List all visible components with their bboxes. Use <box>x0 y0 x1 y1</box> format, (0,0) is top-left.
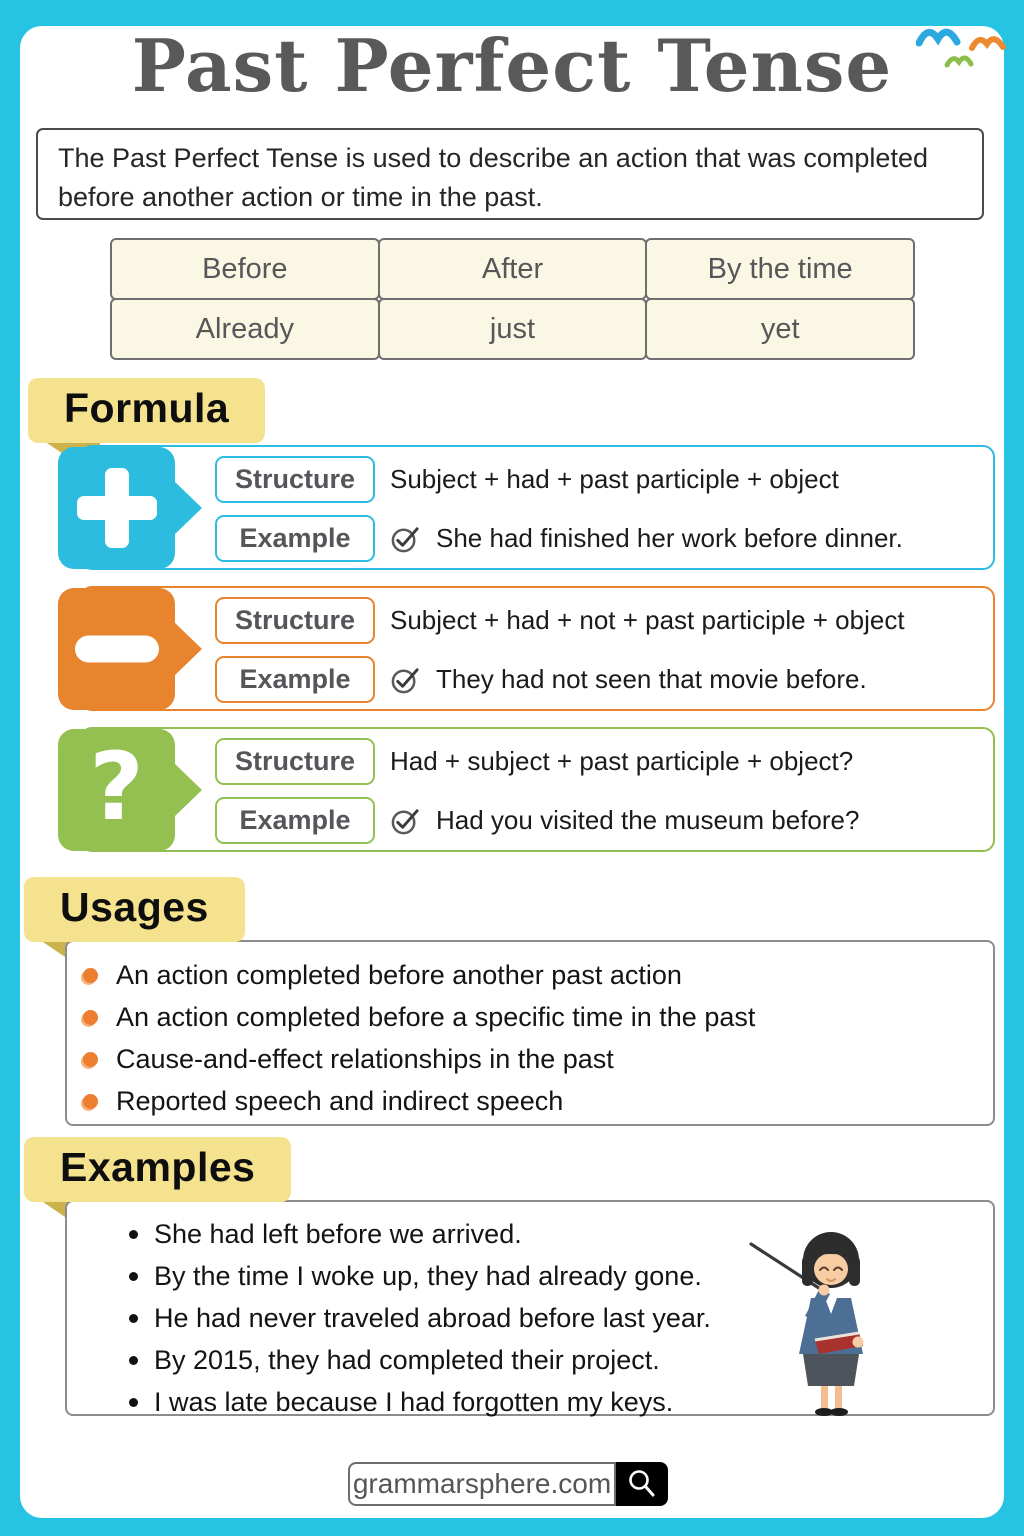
bullet-icon <box>129 1398 138 1407</box>
formula-row-affirmative <box>80 445 995 570</box>
search-icon <box>625 1467 659 1501</box>
pointer-arrow <box>174 481 202 535</box>
bullet-icon <box>83 1052 98 1067</box>
example-sentence-text: He had never traveled abroad before last year. <box>154 1302 711 1333</box>
bullet-icon <box>129 1230 138 1239</box>
signal-word-cell: Already <box>110 298 380 360</box>
signal-word-cell: yet <box>645 298 915 360</box>
check-circle-icon <box>390 523 421 554</box>
pointer-arrow <box>174 622 202 676</box>
structure-text: Subject + had + past participle + object <box>390 464 839 494</box>
structure-label: Structure <box>215 738 375 785</box>
usages-heading: Usages <box>24 877 245 942</box>
check-circle-icon <box>390 664 421 695</box>
teacher-illustration <box>745 1222 915 1418</box>
example-line <box>390 797 859 844</box>
example-sentence-text: By 2015, they had completed their project. <box>154 1344 660 1375</box>
example-sentence-text: I was late because I had forgotten my keys. <box>154 1386 674 1417</box>
signal-word-cell: Before <box>110 238 380 300</box>
example-sentence-text: By the time I woke up, they had already gone. <box>154 1260 702 1291</box>
example-text: Had you visited the museum before? <box>436 805 860 835</box>
structure-label: Structure <box>215 597 375 644</box>
bullet-icon <box>83 1010 98 1025</box>
example-text: She had finished her work before dinner. <box>436 523 903 553</box>
plus-icon <box>58 447 175 569</box>
example-label: Example <box>215 797 375 844</box>
usage-text: Reported speech and indirect speech <box>116 1085 564 1116</box>
page-title: Past Perfect Tense <box>131 23 893 108</box>
structure-label: Structure <box>215 456 375 503</box>
structure-text: Subject + had + not + past participle + object <box>390 605 905 635</box>
examples-heading: Examples <box>24 1137 291 1202</box>
signal-words-table <box>110 238 913 358</box>
minus-icon <box>58 588 175 710</box>
check-circle-icon <box>390 805 421 836</box>
pointer-arrow <box>174 763 202 817</box>
website-field[interactable]: grammarsphere.com <box>348 1462 616 1506</box>
example-sentence-text: She had left before we arrived. <box>154 1218 522 1249</box>
signal-word-cell: By the time <box>645 238 915 300</box>
example-line <box>390 515 903 562</box>
signal-word-cell: just <box>378 298 648 360</box>
bullet-icon <box>83 968 98 983</box>
usage-item <box>83 996 993 1038</box>
formula-row-interrogative <box>80 727 995 852</box>
example-label: Example <box>215 656 375 703</box>
usage-text: An action completed before another past action <box>116 959 682 990</box>
usage-text: Cause-and-effect relationships in the past <box>116 1043 614 1074</box>
example-text: They had not seen that movie before. <box>436 664 867 694</box>
formula-row-negative <box>80 586 995 711</box>
question-glyph: ? <box>89 732 144 842</box>
example-line <box>390 656 867 703</box>
structure-text: Had + subject + past participle + object? <box>390 746 854 776</box>
usages-box <box>65 940 995 1126</box>
intro-definition: The Past Perfect Tense is used to describe an action that was completed before another action or time in the past. <box>36 128 984 220</box>
bullet-icon <box>83 1094 98 1109</box>
bullet-icon <box>129 1356 138 1365</box>
usage-item <box>83 1080 993 1122</box>
footer-search-bar <box>348 1462 668 1506</box>
usage-text: An action completed before a specific time in the past <box>116 1001 756 1032</box>
example-label: Example <box>215 515 375 562</box>
bullet-icon <box>129 1314 138 1323</box>
birds-icon <box>916 22 1006 70</box>
usage-item <box>83 954 993 996</box>
formula-heading: Formula <box>28 378 265 443</box>
bullet-icon <box>129 1272 138 1281</box>
signal-word-cell: After <box>378 238 648 300</box>
usage-item <box>83 1038 993 1080</box>
search-button[interactable] <box>616 1462 668 1506</box>
question-icon <box>58 729 175 851</box>
